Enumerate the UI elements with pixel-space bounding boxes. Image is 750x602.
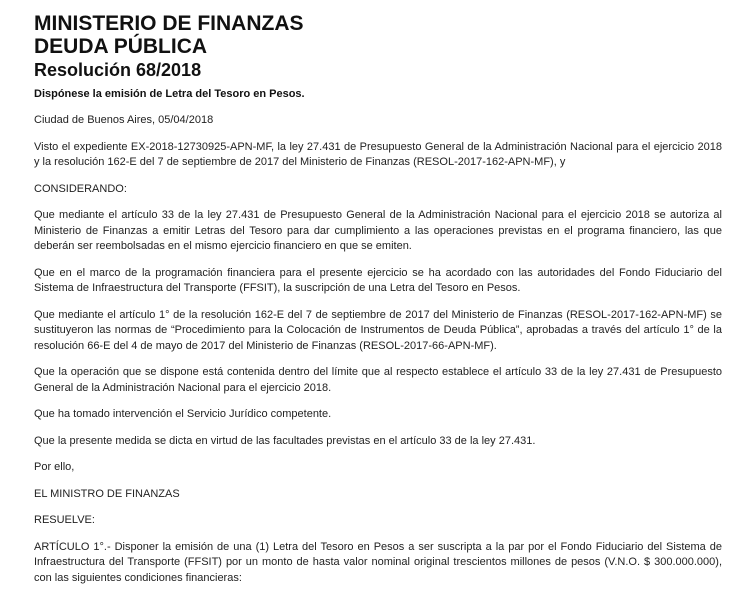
resolution-title: Resolución 68/2018 [34,60,202,80]
ministry-heading: MINISTERIO DE FINANZAS [34,12,304,35]
area-heading: DEUDA PÚBLICA [34,35,208,58]
por-ello: Por ello, [34,461,75,473]
document-page [34,12,722,597]
considerando-paragraph-5: Que ha tomado intervención el Servicio Jurídico competente. [34,408,332,420]
considerando-label: CONSIDERANDO: [34,182,127,195]
resolution-summary: Dispónese la emisión de Letra del Tesoro en Pesos. [34,88,305,100]
considerando-paragraph-3: Que mediante el artículo 1° de la resolución 162-E del 7 de septiembre de 2017 del Ministerio de Finanzas (RESOL-2017-162-APN-MF) se sustituyeron las normas de “Procedimiento para la Colocación de Instrumentos de Deuda Pública”, aprobadas a través del artículo 1° de la resolución 66-E del 4 de mayo de 2017 del Ministerio de Finanzas (RESOL-2017-66-APN-MF). [34,308,722,352]
considerando-paragraph-2: Que en el marco de la programación financiera para el presente ejercicio se ha acordado con las autoridades del Fondo Fiduciario del Sistema de Infraestructura del Transporte (FFSIT), la suscripción de una Letra del Tesoro en Pesos. [34,266,722,294]
considerando-paragraph-1: Que mediante el artículo 33 de la ley 27.431 de Presupuesto General de la Administración Nacional para el ejercicio 2018 se autoriza al Ministerio de Finanzas a emitir Letras del Tesoro para dar cumplimiento a las operaciones previstas en el programa financiero, las que deberán ser reembolsadas en el mismo ejercicio financiero en que se emiten. [34,209,722,252]
article-1: ARTÍCULO 1°.- Disponer la emisión de una (1) Letra del Tesoro en Pesos a ser suscripta a la par por el Fondo Fiduciario del Sistema de Infraestructura del Transporte (FFSIT) por un monto de hasta valor nominal original trescientos millones de pesos (V.N.O. $ 300.000.000), con las siguientes condiciones financieras: [34,540,722,584]
considerando-paragraph-6: Que la presente medida se dicta en virtud de las facultades previstas en el artículo 33 de la ley 27.431. [34,434,536,447]
visto-paragraph: Visto el expediente EX-2018-12730925-APN-MF, la ley 27.431 de Presupuesto General de la Administración Nacional para el ejercicio 2018 y la resolución 162-E del 7 de septiembre de 2017 del Ministerio de Finanzas (RESOL-2017-162-APN-MF), y [34,140,722,168]
place-date: Ciudad de Buenos Aires, 05/04/2018 [34,114,214,126]
considerando-paragraph-4: Que la operación que se dispone está contenida dentro del límite que al respecto establece el artículo 33 de la ley 27.431 de Presupuesto General de la Administración Nacional para el ejercicio 2018. [34,366,722,394]
resuelve-label: RESUELVE: [34,514,95,526]
ministro-label: EL MINISTRO DE FINANZAS [34,487,180,500]
